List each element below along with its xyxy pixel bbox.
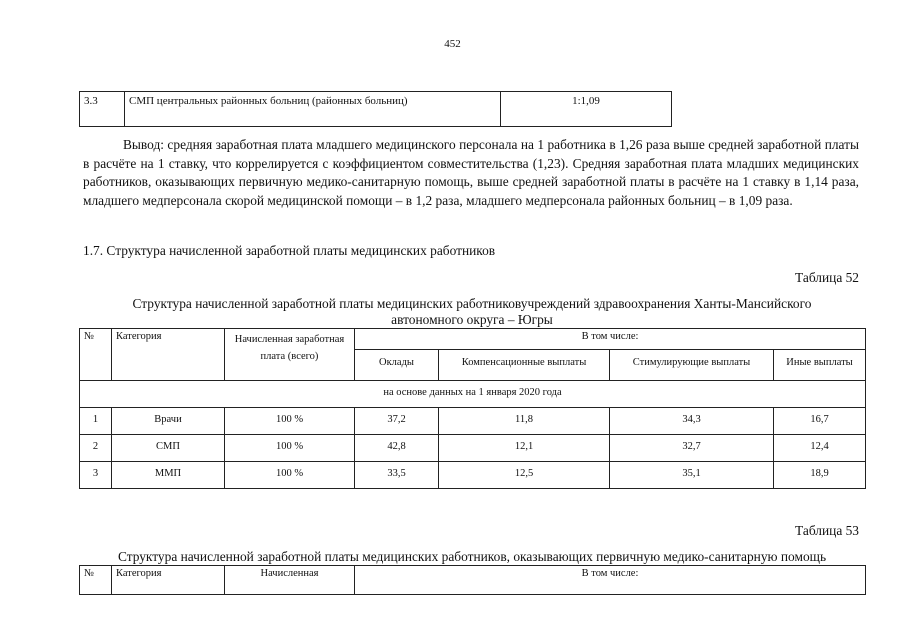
header-incentive: Стимулирующие выплаты (610, 350, 774, 381)
table-52-label: Таблица 52 (795, 270, 859, 285)
continued-table (79, 91, 672, 127)
header-num: № (80, 329, 112, 381)
table-row (80, 435, 866, 462)
row-salaries: 42,8 (355, 435, 439, 462)
row-category: СМП (112, 435, 225, 462)
header-salaries: Оклады (355, 350, 439, 381)
row-number: 1 (80, 408, 112, 435)
header-category: Категория (112, 566, 225, 595)
header-compensation: Компенсационные выплаты (439, 350, 610, 381)
row-incentive: 32,7 (610, 435, 774, 462)
table-52-title-line2: автономного округа – Югры (391, 312, 553, 327)
row-category: Врачи (112, 408, 225, 435)
row-compensation: 11,8 (439, 408, 610, 435)
table-row (80, 92, 672, 127)
header-accrued: Начисленная (225, 566, 355, 595)
table-52-title (79, 296, 865, 328)
table-header-row (80, 329, 866, 350)
table-basis-row (80, 381, 866, 408)
table-header-row (80, 566, 866, 595)
header-accrued: Начисленная заработная плата (всего) (225, 329, 355, 381)
header-category: Категория (112, 329, 225, 381)
row-other: 16,7 (774, 408, 866, 435)
row-other: 18,9 (774, 462, 866, 489)
table-row (80, 462, 866, 489)
header-including: В том числе: (355, 329, 866, 350)
table-52-title-line1: Структура начисленной заработной платы медицинских работниковучреждений здравоохранения Ханты-Мансийского (132, 296, 812, 311)
row-incentive: 35,1 (610, 462, 774, 489)
row-other: 12,4 (774, 435, 866, 462)
header-including: В том числе: (355, 566, 866, 595)
row-total: 100 % (225, 408, 355, 435)
row-compensation: 12,1 (439, 435, 610, 462)
table-53-label: Таблица 53 (795, 523, 859, 538)
row-incentive: 34,3 (610, 408, 774, 435)
row-compensation: 12,5 (439, 462, 610, 489)
row-number: 3.3 (80, 92, 125, 127)
conclusion-paragraph: Вывод: средняя заработная плата младшего медицинского персонала на 1 работника в 1,26 раза выше средней заработной платы в расчёте на 1 ставку, что коррелируется с коэффициентом совместительства (1,23). Средняя заработная плата младших медицинских работников, оказывающих первичную медико-санитарную помощь, выше средней заработной платы в расчёте на 1 ставку в 1,14 раза, младшего медперсонала скорой медицинской помощи – в 1,2 раза, младшего медперсонала районных больниц – в 1,09 раза. (83, 137, 859, 208)
row-category: СМП центральных районных больниц (районных больниц) (125, 92, 501, 127)
row-ratio: 1:1,09 (501, 92, 672, 127)
row-salaries: 33,5 (355, 462, 439, 489)
table-row (80, 408, 866, 435)
row-category: ММП (112, 462, 225, 489)
table-53-title: Структура начисленной заработной платы медицинских работников, оказывающих первичную медико-санитарную помощь (117, 549, 827, 564)
table-53 (79, 565, 866, 595)
basis-note: на основе данных на 1 января 2020 года (80, 381, 866, 408)
section-heading: 1.7. Структура начисленной заработной платы медицинских работников (83, 243, 496, 258)
row-total: 100 % (225, 435, 355, 462)
row-salaries: 37,2 (355, 408, 439, 435)
row-number: 2 (80, 435, 112, 462)
header-other: Иные выплаты (774, 350, 866, 381)
row-number: 3 (80, 462, 112, 489)
header-num: № (80, 566, 112, 595)
row-total: 100 % (225, 462, 355, 489)
table-52 (79, 328, 866, 489)
page-number: 452 (444, 38, 461, 50)
